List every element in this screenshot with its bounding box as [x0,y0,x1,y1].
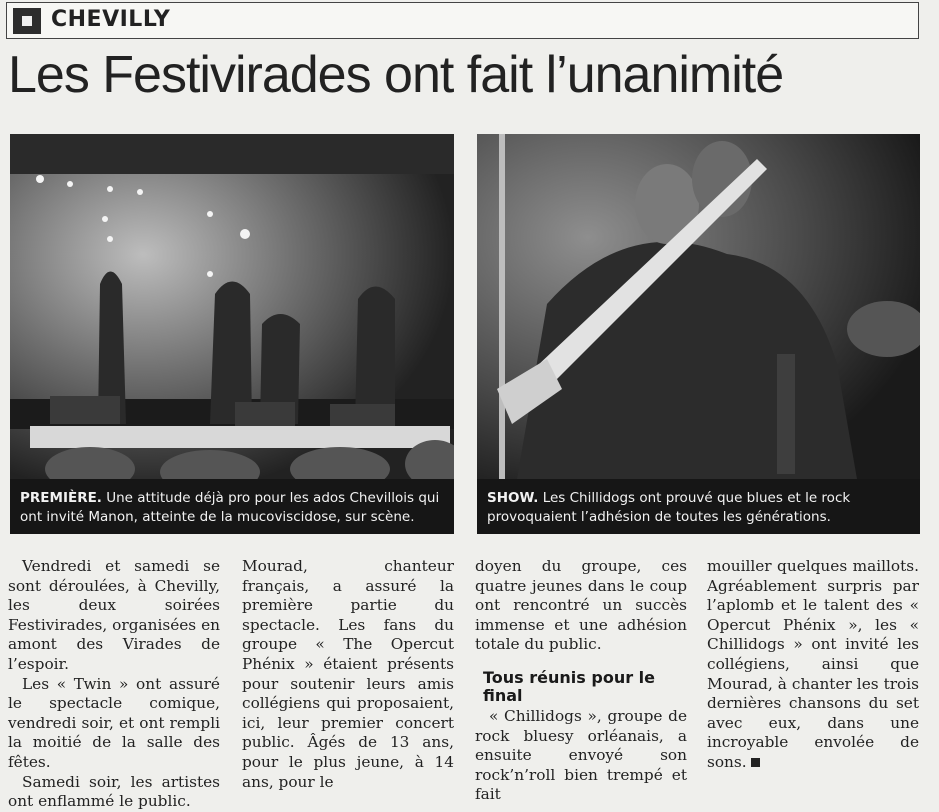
stage-photo-image [10,134,454,479]
article-column-3 [475,557,687,805]
caption-text: Une attitude déjà pro pour les ados Chevillois qui ont invité Manon, atteinte de la mucoviscidose, sur scène. [20,490,440,525]
paragraph: Mourad, chanteur français, a assuré la première partie du spectacle. Les fans du groupe « The Opercut Phénix » étaient présents pour soutenir leurs amis collégiens qui proposaient, ici, leur premier concert public. Âgés de 13 ans, pour le plus jeune, à 14 ans, pour le [242,557,454,791]
guitarist-photo-image [477,134,920,479]
section-rubric [6,2,919,39]
paragraph: « Chillidogs », groupe de rock bluesy orléanais, a ensuite envoyé son rock’n’roll bien trempé et fait [475,706,687,804]
article-subheading: Tous réunis pour le final [483,667,655,705]
end-of-article-icon [751,758,760,767]
section-label: CHEVILLY [51,7,171,32]
paragraph-text: mouiller quelques maillots. Agréablement surpris par l’aplomb et le talent des « Opercut Phénix », les « Chillidogs » ont invité les collégiens, ainsi que Mourad, à chanter les trois dernières chansons du set avec eux, dans une incroyable envolée de sons. [707,557,919,771]
paragraph [707,557,919,773]
article-column-4 [707,557,919,773]
article-column-1 [8,557,220,812]
paragraph: Les « Twin » ont assuré le spectacle comique, vendredi soir, et ont rempli la moitié de la salle des fêtes. [8,674,220,771]
photo-caption [10,479,454,534]
photo-caption [477,479,920,534]
caption-lead: PREMIÈRE. [20,490,102,506]
paragraph: doyen du groupe, ces quatre jeunes dans le coup ont rencontré un succès immense et une adhésion totale du public. [475,557,687,654]
caption-text: Les Chillidogs ont prouvé que blues et le rock provoquaient l’adhésion de toutes les générations. [487,490,851,525]
caption-lead: SHOW. [487,490,539,506]
photo-guitarist [477,134,920,534]
article-headline: Les Festivirades ont fait l’unanimité [8,46,784,104]
article-column-2 [242,557,454,792]
photo-stage-concert [10,134,454,534]
paragraph: Samedi soir, les artistes ont enflammé le public. [8,772,220,811]
rubric-square-icon [13,8,41,34]
paragraph: Vendredi et samedi se sont déroulées, à Chevilly, les deux soirées Festivirades, organisées en amont des Virades de l’espoir. [8,557,220,673]
